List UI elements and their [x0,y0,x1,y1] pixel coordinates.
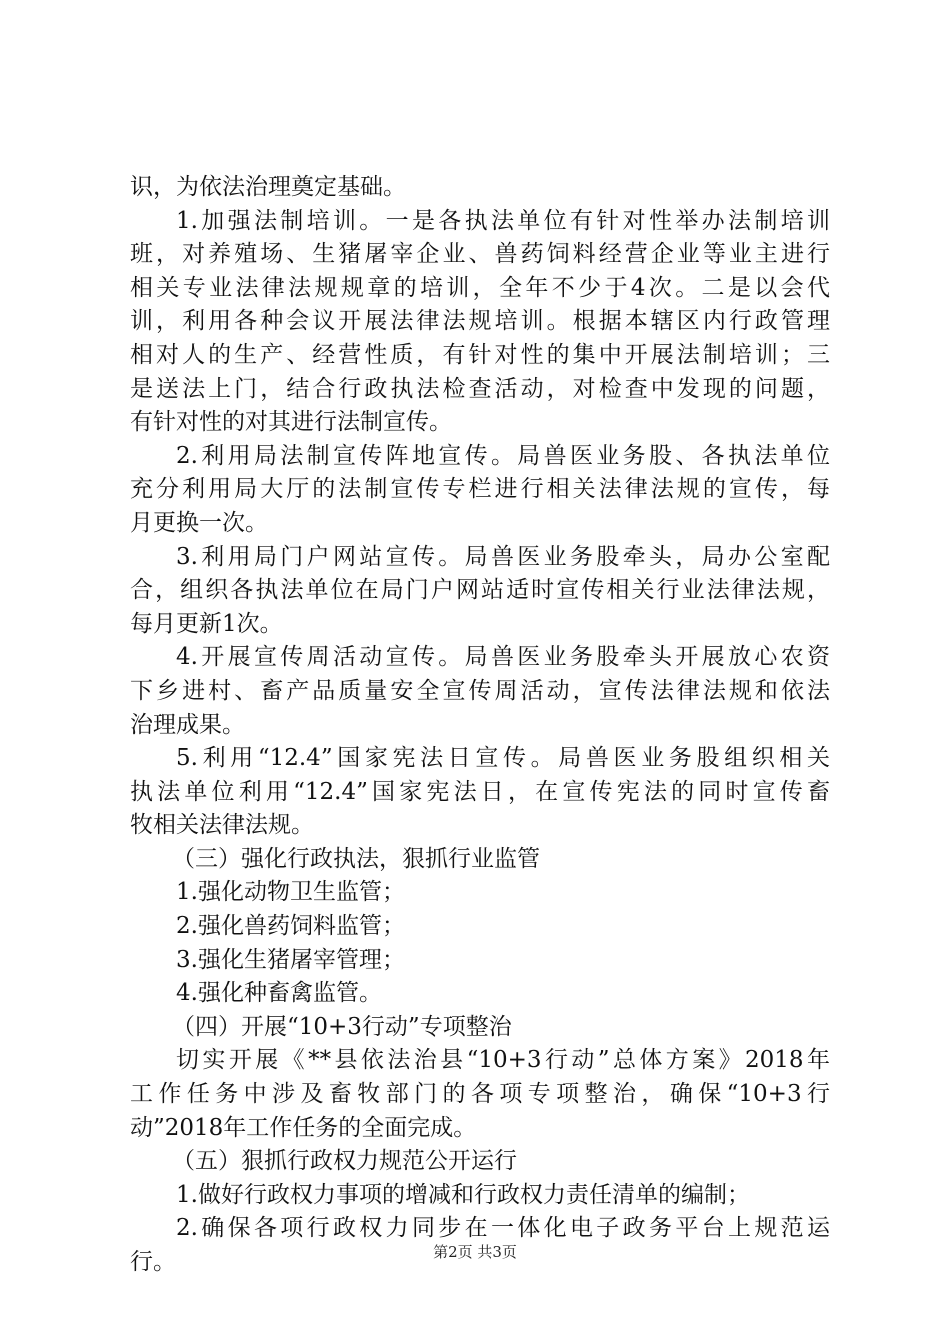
section-heading: （五）狠抓行政权力规范公开运行 [172,1148,517,1175]
document-body [130,171,830,1280]
list-item: 3.强化生猪屠宰管理； [176,946,405,973]
paragraph-line: 相关专业法律法规规章的培训，全年不少于4次。二是以会代 [130,274,830,301]
paragraph-line: 切实开展《**县依法治县“10+3行动”总体方案》2018年 [176,1047,830,1074]
list-item: 2.强化兽药饲料监管； [176,913,405,940]
section-heading: （四）开展“10+3行动”专项整治 [172,1013,512,1040]
paragraph-line: 5.利用“12.4”国家宪法日宣传。局兽医业务股组织相关 [176,745,830,772]
list-item: 1.强化动物卫生监管； [176,879,405,906]
paragraph-line: 1.加强法制培训。一是各执法单位有针对性举办法制培训 [176,207,830,234]
paragraph-line: 班，对养殖场、生猪屠宰企业、兽药饲料经营企业等业主进行 [130,241,830,268]
paragraph-line: 下乡进村、畜产品质量安全宣传周活动，宣传法律法规和依法 [130,677,830,704]
paragraph-line: 牧相关法律法规。 [130,812,314,839]
paragraph-line: 有针对性的对其进行法制宣传。 [130,409,452,436]
paragraph-line: 识，为依法治理奠定基础。 [130,174,406,200]
paragraph-line: 2.利用局法制宣传阵地宣传。局兽医业务股、各执法单位 [176,442,830,469]
paragraph-line: 工作任务中涉及畜牧部门的各项专项整治，确保“10+3行 [130,1081,830,1108]
list-item: 1.做好行政权力事项的增减和行政权力责任清单的编制； [176,1181,750,1208]
paragraph-line: 执法单位利用“12.4”国家宪法日，在宣传宪法的同时宣传畜 [130,778,830,805]
paragraph-line: 是送法上门，结合行政执法检查活动，对检查中发现的问题， [130,375,830,402]
paragraph-line: 月更换一次。 [130,509,268,536]
section-heading: （三）强化行政执法，狠抓行业监管 [172,845,540,872]
paragraph-line: 每月更新1次。 [130,610,283,637]
paragraph-line: 合，组织各执法单位在局门户网站适时宣传相关行业法律法规， [130,577,830,604]
page-footer: 第2页 共3页 [433,1243,517,1261]
paragraph-line: 4.开展宣传周活动宣传。局兽医业务股牵头开展放心农资 [176,644,830,671]
paragraph-line: 3.利用局门户网站宣传。局兽医业务股牵头，局办公室配 [176,543,830,570]
paragraph-line: 相对人的生产、经营性质，有针对性的集中开展法制培训；三 [130,341,830,368]
list-item: 2.确保各项行政权力同步在一体化电子政务平台上规范运 [176,1215,830,1242]
paragraph-line: 充分利用局大厅的法制宣传专栏进行相关法律法规的宣传，每 [130,476,830,503]
paragraph-line: 动”2018年工作任务的全面完成。 [130,1114,477,1141]
list-item: 4.强化种畜禽监管。 [176,980,382,1007]
paragraph-line: 治理成果。 [130,711,245,738]
paragraph-line: 训，利用各种会议开展法律法规培训。根据本辖区内行政管理 [130,308,830,335]
paragraph-line: 行。 [130,1249,176,1275]
